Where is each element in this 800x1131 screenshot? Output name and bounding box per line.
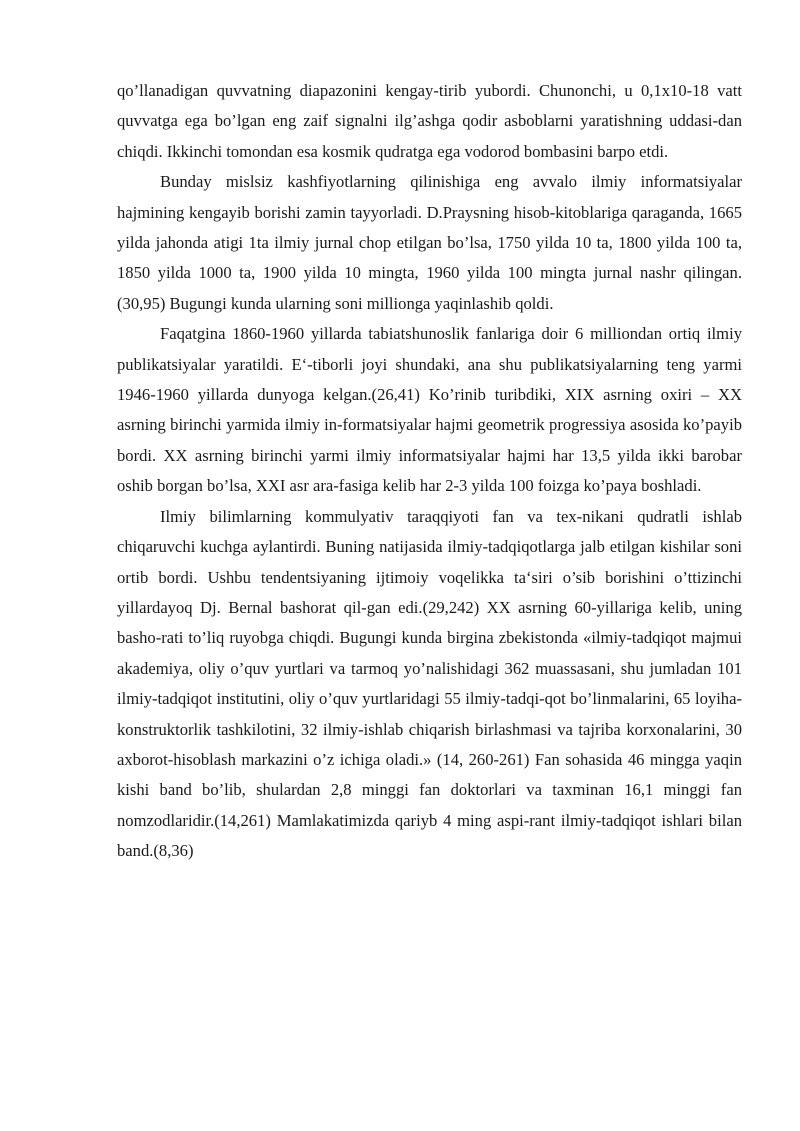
- paragraph-1: qo’llanadigan quvvatning diapazonini kengay-tirib yubordi. Chunonchi, u 0,1x10-18 vatt quvvatga ega bo’lgan eng zaif signalni ilg’ashga qodir asboblarni yaratishning uddasi-dan chiqdi. Ikkinchi tomondan esa kosmik qudratga ega vodorod bombasini barpo etdi.: [117, 81, 742, 161]
- document-body: [117, 76, 742, 867]
- paragraph-2: Bunday mislsiz kashfiyotlarning qilinishiga eng avvalo ilmiy informatsiyalar hajmining kengayib borishi zamin tayyorladi. D.Praysning hisob-kitoblariga qaraganda, 1665 yilda jahonda atigi 1ta ilmiy jurnal chop etilgan bo’lsa, 1750 yilda 10 ta, 1800 yilda 100 ta, 1850 yilda 1000 ta, 1900 yilda 10 mingta, 1960 yilda 100 mingta jurnal nashr qilingan.(30,95) Bugungi kunda ularning soni millionga yaqinlashib qoldi.: [117, 172, 742, 313]
- paragraph-3: Faqatgina 1860-1960 yillarda tabiatshunoslik fanlariga doir 6 milliondan ortiq ilmiy publikatsiyalar yaratildi. E‘-tiborli joyi shundaki, ana shu publikatsiyalarning teng yarmi 1946-1960 yillarda dunyoga kelgan.(26,41) Ko’rinib turibdiki, XIX asrning oxiri – XX asrning birinchi yarmida ilmiy in-formatsiyalar hajmi geometrik progressiya asosida ko’payib bordi. XX asrning birinchi yarmi ilmiy informatsiyalar hajmi har 13,5 yilda ikki barobar oshib borgan bo’lsa, XXI asr ara-fasiga kelib har 2-3 yilda 100 foizga ko’paya boshladi.: [117, 324, 742, 496]
- paragraph-4: Ilmiy bilimlarning kommulyativ taraqqiyoti fan va tex-nikani qudratli ishlab chiqaruvchi kuchga aylantirdi. Buning natijasida ilmiy-tadqiqotlarga jalb etilgan kishilar soni ortib bordi. Ushbu tendentsiyaning ijtimoiy voqelikka ta‘siri o’sib borishini o’ttizinchi yillardayoq Dj. Bernal bashorat qil-gan edi.(29,242) XX asrning 60-yillariga kelib, uning basho-rati to’liq ruyobga chiqdi. Bugungi kunda birgina zbekistonda «ilmiy-tadqiqot majmui akademiya, oliy o’quv yurtlari va tarmoq yo’nalishidagi 362 muassasani, shu jumladan 101 ilmiy-tadqiqot institutini, oliy o’quv yurtlaridagi 55 ilmiy-tadqi-qot bo’linmalarini, 65 loyiha-konstruktorlik tashkilotini, 32 ilmiy-ishlab chiqarish birlashmasi va tajriba korxonalarini, 30 axborot-hisoblash markazini o’z ichiga oladi.» (14, 260-261) Fan sohasida 46 mingga yaqin kishi band bo’lib, shulardan 2,8 minggi fan doktorlari va taxminan 16,1 minggi fan nomzodlaridir.(14,261) Mamlakatimizda qariyb 4 ming aspi-rant ilmiy-tadqiqot ishlari bilan band.(8,36): [117, 506, 742, 861]
